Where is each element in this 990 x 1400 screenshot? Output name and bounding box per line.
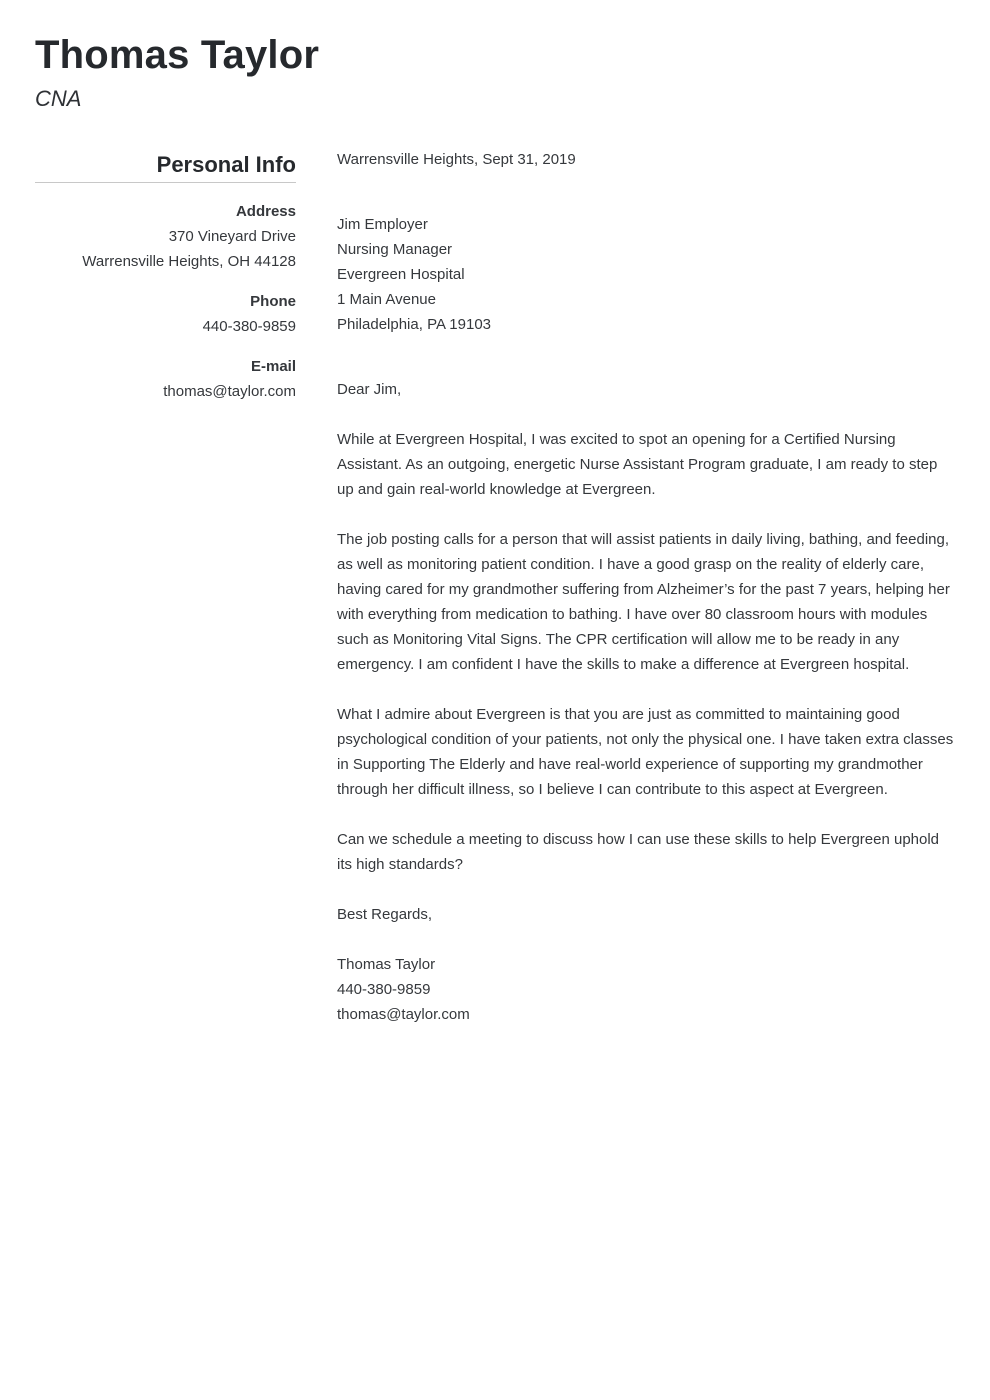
letter-paragraph: Can we schedule a meeting to discuss how I can use these skills to help Evergreen uphold its high standards? <box>337 831 940 873</box>
signature-phone: 440-380-9859 <box>337 981 431 998</box>
address-line-1: 370 Vineyard Drive <box>168 228 296 245</box>
recipient-position: Nursing Manager <box>337 241 453 258</box>
letter-paragraph: What I admire about Evergreen is that you are just as committed to maintaining good psychological condition of your patients, not only the physical one. I have taken extra classes in Supporting The Elderly and have real-world experience of supporting my grandmother through her difficult illness, so I believe I can contribute to this aspect at Evergreen. <box>337 706 954 798</box>
letter-closing: Best Regards, <box>337 906 433 923</box>
recipient-company: Evergreen Hospital <box>337 266 465 283</box>
recipient-block <box>337 212 957 337</box>
phone-label: Phone <box>250 293 296 310</box>
phone-value: 440-380-9859 <box>202 318 296 335</box>
recipient-name: Jim Employer <box>337 216 428 233</box>
applicant-title: CNA <box>35 86 82 111</box>
letter-date: Warrensville Heights, Sept 31, 2019 <box>337 151 576 168</box>
personal-info-sidebar <box>35 150 296 404</box>
resume-header <box>35 30 319 112</box>
applicant-name: Thomas Taylor <box>35 33 320 77</box>
letter-paragraph: The job posting calls for a person that will assist patients in daily living, bathing, and feeding, as well as monitoring patient condition. I have a good grasp on the reality of elderly care, having cared for my grandmother suffering from Alzheimer’s for the past 7 years, helping her with everything from medication to bathing. I have over 80 classroom hours with modules such as Monitoring Vital Signs. The CPR certification will allow me to be ready in any emergency. I am confident I have the skills to make a difference at Evergreen hospital. <box>337 531 950 673</box>
address-line-2: Warrensville Heights, OH 44128 <box>82 253 296 270</box>
cover-letter-body <box>337 147 957 1027</box>
signature-email: thomas@taylor.com <box>337 1006 470 1023</box>
letter-greeting: Dear Jim, <box>337 381 402 398</box>
letter-paragraph: While at Evergreen Hospital, I was excited to spot an opening for a Certified Nursing Assistant. As an outgoing, energetic Nurse Assistant Program graduate, I am ready to step up and gain real-world knowledge at Evergreen. <box>337 431 938 498</box>
personal-info-heading: Personal Info <box>35 150 296 183</box>
recipient-street: 1 Main Avenue <box>337 291 436 308</box>
email-label: E-mail <box>250 358 296 375</box>
recipient-city: Philadelphia, PA 19103 <box>337 316 492 333</box>
signature-block <box>337 952 957 1027</box>
address-label: Address <box>235 203 296 220</box>
signature-name: Thomas Taylor <box>337 956 436 973</box>
email-value: thomas@taylor.com <box>163 383 296 400</box>
